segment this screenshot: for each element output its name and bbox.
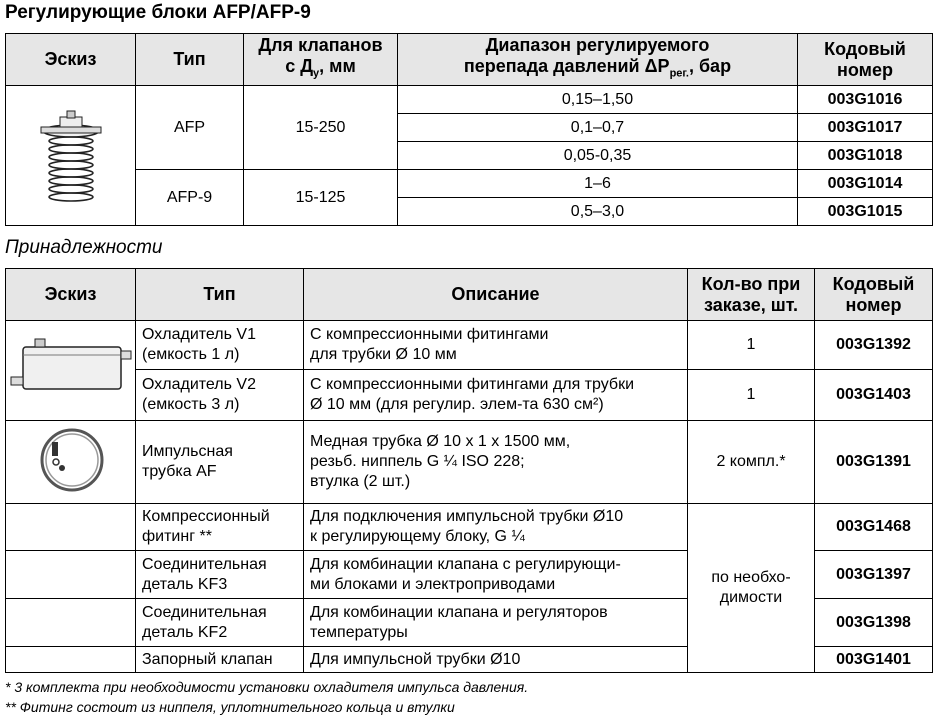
- type-cell: Соединительная деталь KF2: [136, 599, 304, 647]
- empty-sketch-cell: [6, 504, 136, 551]
- quantity-cell: 2 компл.*: [688, 421, 815, 504]
- afp-sketch-cell: [6, 86, 136, 226]
- type-afp9: AFP-9: [136, 170, 244, 226]
- code-cell: 003G1397: [815, 551, 933, 599]
- description-cell: Для комбинации клапана с регулирующи- ми блоками и электроприводами: [304, 551, 688, 599]
- description-cell: С компрессионными фитингами для трубки Ø 10 мм (для регулир. элем-та 630 см²): [304, 370, 688, 421]
- footnotes: [5, 677, 528, 717]
- empty-sketch-cell: [6, 551, 136, 599]
- code-cell: 003G1018: [798, 142, 933, 170]
- code-cell: 003G1391: [815, 421, 933, 504]
- impulse-tube-sketch-icon: [26, 424, 116, 494]
- empty-sketch-cell: [6, 599, 136, 647]
- footnote: * 3 комплекта при необходимости установки охладителя импульса давления.: [5, 679, 529, 695]
- description-cell: Для импульсной трубки Ø10: [304, 647, 688, 673]
- description-cell: С компрессионными фитингами для трубки Ø 10 мм: [304, 321, 688, 370]
- code-cell: 003G1401: [815, 647, 933, 673]
- type-cell: Охладитель V2 (емкость 3 л): [136, 370, 304, 421]
- col-type: Тип: [136, 269, 304, 321]
- cooler-sketch-icon: [9, 333, 133, 403]
- col-valves: Для клапанов с $Д_у$, мм: [244, 34, 398, 86]
- range-cell: 0,15–1,50: [398, 86, 798, 114]
- type-cell: Импульсная трубка AF: [136, 421, 304, 504]
- type-afp: AFP: [136, 86, 244, 170]
- col-description: Описание: [304, 269, 688, 321]
- code-cell: 003G1016: [798, 86, 933, 114]
- type-cell: Охладитель V1 (емкость 1 л): [136, 321, 304, 370]
- col-code: Кодовый номер: [798, 34, 933, 86]
- code-cell: 003G1017: [798, 114, 933, 142]
- col-quantity: Кол-во при заказе, шт.: [688, 269, 815, 321]
- col-sketch: Эскиз: [6, 269, 136, 321]
- page-title: Регулирующие блоки AFP/AFP-9: [5, 2, 311, 23]
- code-cell: 003G1468: [815, 504, 933, 551]
- accessories-subtitle: Принадлежности: [5, 237, 163, 258]
- code-cell: 003G1403: [815, 370, 933, 421]
- type-cell: Запорный клапан: [136, 647, 304, 673]
- col-range: Диапазон регулируемого перепада давлений $\Delta P_{рег.}$, бар: [398, 34, 798, 86]
- quantity-cell: 1: [688, 321, 815, 370]
- col-type: Тип: [136, 34, 244, 86]
- valves-afp9: 15-125: [244, 170, 398, 226]
- col-code: Кодовый номер: [815, 269, 933, 321]
- range-cell: 0,05-0,35: [398, 142, 798, 170]
- code-cell: 003G1014: [798, 170, 933, 198]
- range-cell: 0,1–0,7: [398, 114, 798, 142]
- description-cell: Для подключения импульсной трубки Ø10 к регулирующему блоку, G ¼: [304, 504, 688, 551]
- valves-afp: 15-250: [244, 86, 398, 170]
- footnote: ** Фитинг состоит из ниппеля, уплотнительного кольца и втулки: [5, 699, 455, 715]
- type-cell: Соединительная деталь KF3: [136, 551, 304, 599]
- empty-sketch-cell: [6, 647, 136, 673]
- col-sketch: Эскиз: [6, 34, 136, 86]
- range-cell: 1–6: [398, 170, 798, 198]
- code-cell: 003G1398: [815, 599, 933, 647]
- cooler-sketch-cell: [6, 321, 136, 421]
- quantity-shared-cell: по необхо- димости: [688, 504, 815, 673]
- code-cell: 003G1015: [798, 198, 933, 226]
- range-cell: 0,5–3,0: [398, 198, 798, 226]
- type-cell: Компрессионный фитинг **: [136, 504, 304, 551]
- impulse-tube-sketch-cell: [6, 421, 136, 504]
- quantity-cell: 1: [688, 370, 815, 421]
- accessories-table: [5, 268, 933, 673]
- control-units-table: [5, 33, 933, 226]
- description-cell: Для комбинации клапана и регуляторов температуры: [304, 599, 688, 647]
- code-cell: 003G1392: [815, 321, 933, 370]
- control-unit-sketch-icon: [36, 103, 106, 203]
- description-cell: Медная трубка Ø 10 x 1 x 1500 мм, резьб. ниппель G ¼ ISO 228; втулка (2 шт.): [304, 421, 688, 504]
